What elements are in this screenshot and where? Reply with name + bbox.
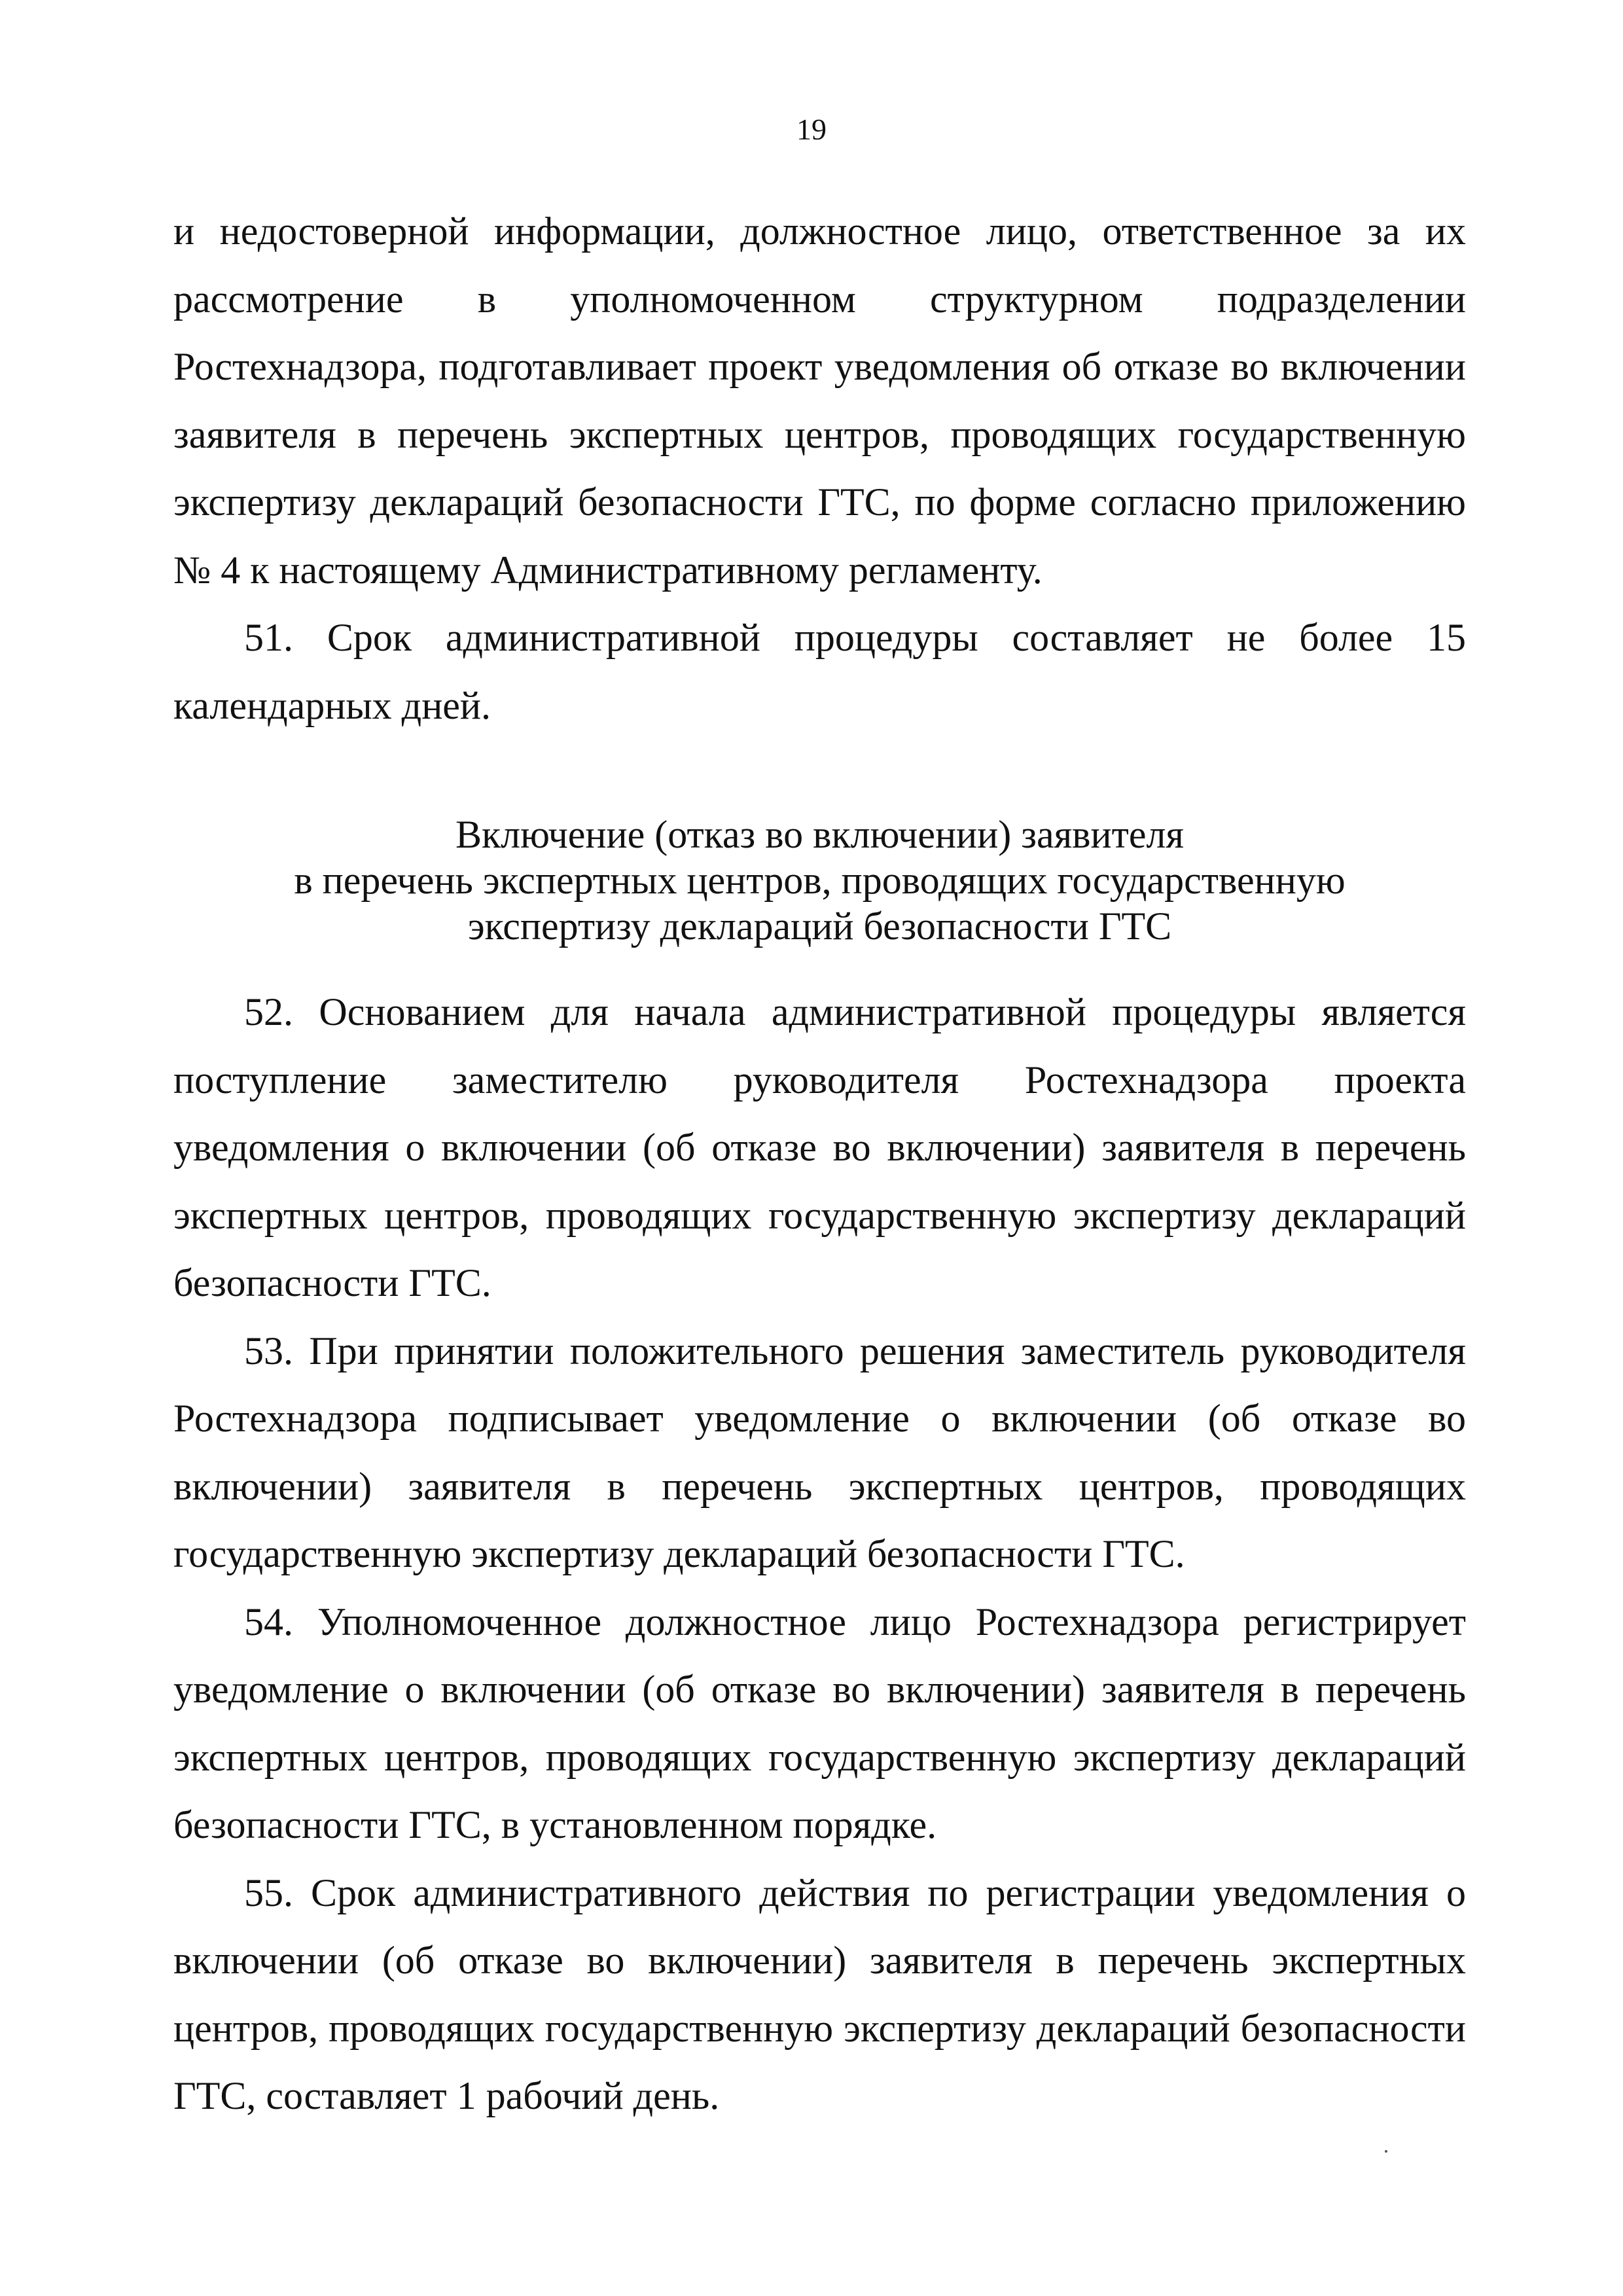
section-heading bbox=[173, 812, 1466, 949]
section-heading-line: экспертизу деклараций безопасности ГТС bbox=[467, 905, 1172, 948]
paragraph-continuation: и недостоверной информации, должностное лицо, ответственное за их рассмотрение в уполномоченном структурном подразделении Ростехнадзора, подготавливает проект уведомления об отказе во включении заявителя в перечень экспертных центров, проводящих государственную экспертизу деклараций безопасности ГТС, по форме согласно приложению № 4 к настоящему Административному регламенту. bbox=[173, 209, 1466, 592]
section-heading-line: в перечень экспертных центров, проводящих государственную bbox=[294, 859, 1346, 902]
page-number: 19 bbox=[796, 113, 827, 146]
paragraph-54: 54. Уполномоченное должностное лицо Ростехнадзора регистрирует уведомление о включении (об отказе во включении) заявителя в перечень экспертных центров, проводящих государственную экспертизу деклараций безопасности ГТС, в установленном порядке. bbox=[173, 1600, 1466, 1846]
paragraph-55: 55. Срок административного действия по регистрации уведомления о включении (об отказе во включении) заявителя в перечень экспертных центров, проводящих государственную экспертизу деклараций безопасности ГТС, составляет 1 рабочий день. bbox=[173, 1871, 1466, 2117]
document-body bbox=[173, 198, 1466, 2130]
paragraph-52: 52. Основанием для начала административной процедуры является поступление заместителю руководителя Ростехнадзора проекта уведомления о включении (об отказе во включении) заявителя в перечень экспертных центров, проводящих государственную экспертизу деклараций безопасности ГТС. bbox=[173, 990, 1466, 1304]
paragraph-53: 53. При принятии положительного решения заместитель руководителя Ростехнадзора подписывает уведомление о включении (об отказе во включении) заявителя в перечень экспертных центров, проводящих государственную экспертизу деклараций безопасности ГТС. bbox=[173, 1329, 1466, 1575]
paragraph-51: 51. Срок административной процедуры составляет не более 15 календарных дней. bbox=[173, 616, 1466, 727]
section-heading-line: Включение (отказ во включении) заявителя bbox=[455, 813, 1185, 856]
scan-speck bbox=[1385, 2150, 1387, 2153]
